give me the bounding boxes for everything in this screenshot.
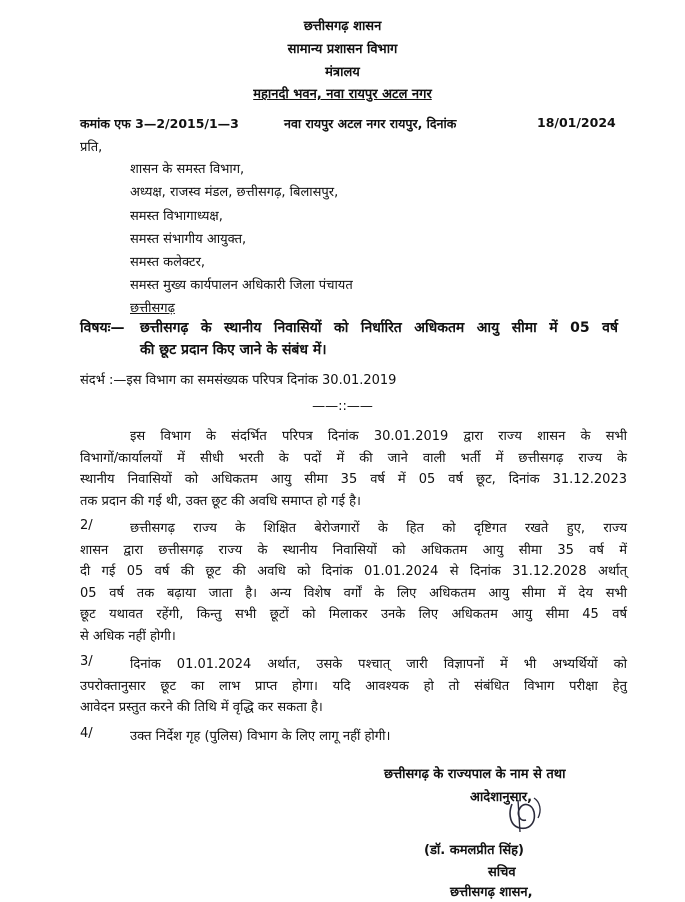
paragraph-line: स्थानीय निवासियों को अधिकतम आयु सीमा 35 वर्ष में 05 वर्ष छूट, दिनांक 31.12.2023 [80, 472, 627, 487]
paragraph-line: आवेदन प्रस्तुत करने की तिथि में वृद्धि कर सकता है। [80, 700, 323, 715]
paragraph-4: उक्त निर्देश गृह (पुलिस) विभाग के लिए लागू नहीं होगी। [130, 729, 391, 744]
recipient-item: समस्त मुख्य कार्यपालन अधिकारी जिला पंचायत [130, 278, 353, 293]
signatory-designation: सचिव [488, 865, 516, 880]
subject-label: विषयः— [80, 320, 125, 336]
paragraph-line: 05 वर्ष तक बढ़ाया जाता है। अन्य विशेष वर्गों के लिए अधिकतम आयु सीमा में देय सभी [80, 585, 627, 601]
paragraph-line: छूट यथावत रहेंगी, किन्तु सभी छूटों को मिलाकर उनके लिए अधिकतम आयु सीमा 45 वर्ष [80, 607, 627, 622]
separator: ——::—— [312, 399, 373, 414]
paragraph-line: शासन द्वारा छत्तीसगढ़ राज्य के स्थानीय निवासियों को अधिकतम आयु सीमा 35 वर्ष में [80, 542, 627, 558]
recipient-item: अध्यक्ष, राजस्व मंडल, छत्तीसगढ़, बिलासपुर, [130, 185, 339, 200]
paragraph-line: उपरोक्तानुसार छूट का लाभ प्राप्त होगा। यदि आवश्यक हो तो संबंधित विभाग परीक्षा हेतु [80, 678, 627, 694]
subject-line-1: छत्तीसगढ़ के स्थानीय निवासियों को निर्धारित अधिकतम आयु सीमा में 05 वर्ष [140, 320, 618, 336]
reference-date: 18/01/2024 [537, 115, 616, 130]
paragraph-line: छत्तीसगढ़ राज्य के शिक्षित बेरोजगारों के हित को दृष्टिगत रखते हुए, राज्य [130, 521, 627, 536]
recipient-item: शासन के समस्त विभाग, [130, 162, 245, 177]
signatory-office: छत्तीसगढ़ शासन, [450, 885, 533, 900]
paragraph-2-number: 2/ [80, 518, 93, 533]
reference-number: कमांक एफ 3—2/2015/1—3 [80, 116, 239, 131]
signatory-name: (डॉ. कमलप्रीत सिंह) [424, 843, 524, 858]
recipient-state: छत्तीसगढ़ [130, 301, 175, 316]
reference-place-date-label: नवा रायपुर अटल नगर रायपुर, दिनांक [284, 116, 457, 131]
reference-note: संदर्भ :—इस विभाग का समसंख्यक परिपत्र दिनांक 30.01.2019 [80, 373, 397, 388]
paragraph-2 [80, 518, 627, 647]
paragraph-1 [80, 426, 627, 512]
header-line-address [0, 84, 685, 102]
recipient-item: समस्त कलेक्टर, [130, 255, 206, 270]
paragraph-4-number: 4/ [80, 726, 93, 741]
paragraph-line: दिनांक 01.01.2024 अर्थात, उसके पश्चात् जारी विज्ञापनों में भी अभ्यर्थियों को [130, 657, 627, 672]
header-address-text: महानदी भवन, नवा रायपुर अटल नगर [253, 87, 432, 102]
to-label: प्रति, [80, 140, 103, 155]
header-line-department: सामान्य प्रशासन विभाग [287, 42, 398, 57]
paragraph-line: से अधिक नहीं होगी। [80, 628, 176, 644]
recipient-item [130, 298, 175, 316]
subject-line-2: की छूट प्रदान किए जाने के संबंध में। [140, 342, 327, 358]
header-line-govt: छत्तीसगढ़ शासन [303, 19, 382, 34]
signature-authority-line: छत्तीसगढ़ के राज्यपाल के नाम से तथा [384, 767, 566, 782]
paragraph-line: विभागों/कार्यालयों में सीधी भरती के पदों में की जाने वाली भर्ती में छत्तीसगढ़ राज्य के [80, 450, 627, 466]
paragraph-line: इस विभाग के संदर्भित परिपत्र दिनांक 30.01.2019 द्वारा राज्य शासन के सभी [130, 429, 627, 444]
paragraph-line: तक प्रदान की गई थी, उक्त छूट की अवधि समाप्त हो गई है। [80, 493, 361, 509]
signature-order-line: आदेशानुसार, [470, 790, 533, 805]
recipient-item: समस्त विभागाध्यक्ष, [130, 209, 223, 224]
paragraph-3 [80, 654, 627, 719]
handwritten-signature [490, 792, 560, 842]
paragraph-line: दी गई 05 वर्ष की छूट की अवधि को दिनांक 01.01.2024 से दिनांक 31.12.2028 अर्थात् [80, 564, 627, 579]
header-line-ministry: मंत्रालय [325, 65, 360, 80]
paragraph-3-number: 3/ [80, 654, 93, 669]
recipient-item: समस्त संभागीय आयुक्त, [130, 232, 247, 247]
